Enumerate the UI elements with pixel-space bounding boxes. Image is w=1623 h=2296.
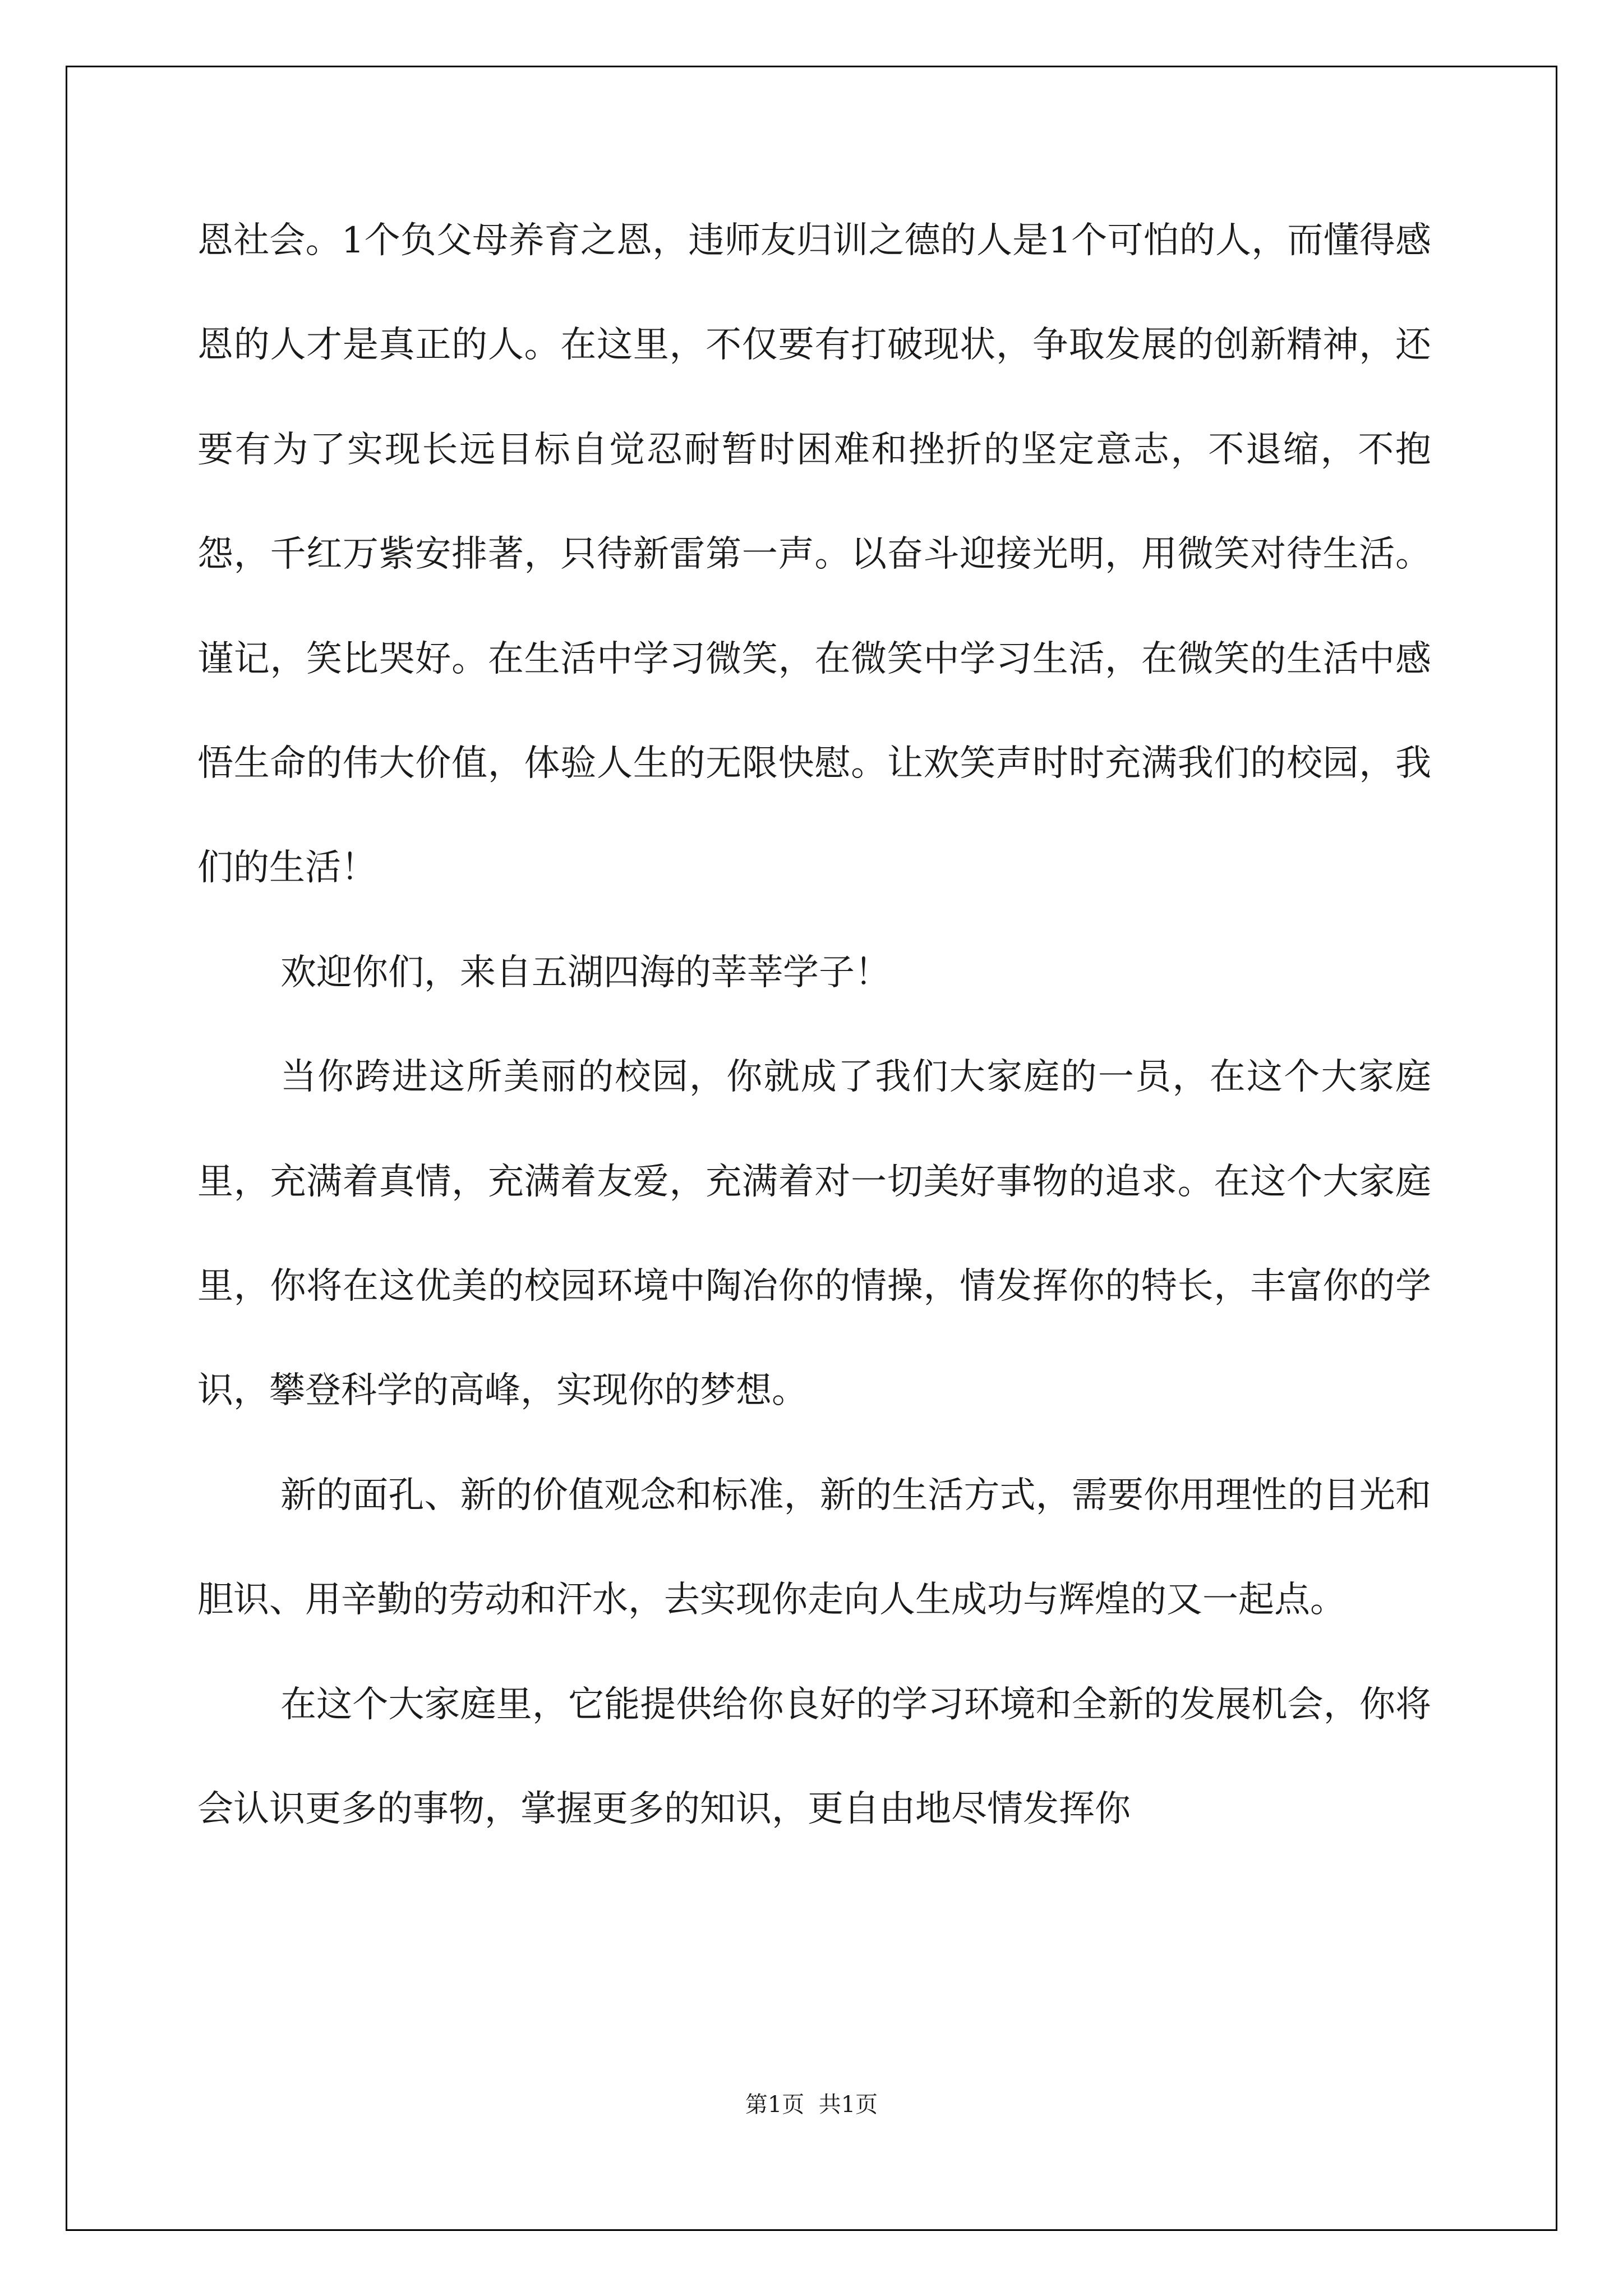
paragraph-4: 新的面孔、新的价值观念和标准，新的生活方式，需要你用理性的目光和胆识、用辛勤的劳动和汗水，去实现你走向人生成功与辉煌的又一起点。 [197, 1474, 1431, 1621]
page-number-footer: 第1页 共1页 [745, 2092, 878, 2118]
paragraph-3: 当你跨进这所美丽的校园，你就成了我们大家庭的一员，在这个大家庭里，充满着真情，充满着友爱，充满着对一切美好事物的追求。在这个大家庭里，你将在这优美的校园环境中陶冶你的情操，情发挥你的特长，丰富你的学识，攀登科学的高峰，实现你的梦想。 [197, 1056, 1431, 1412]
paragraph-1: 恩社会。1个负父母养育之恩，违师友归训之德的人是1个可怕的人，而懂得感恩的人才是真正的人。在这里，不仅要有打破现状，争取发展的创新精神，还要有为了实现长远目标自觉忍耐暂时困难和挫折的坚定意志，不退缩，不抱怨，千红万紫安排著，只待新雷第一声。以奋斗迎接光明，用微笑对待生活。谨记，笑比哭好。在生活中学习微笑，在微笑中学习生活，在微笑的生活中感悟生命的伟大价值，体验人生的无限快慰。让欢笑声时时充满我们的校园，我们的生活！ [197, 220, 1431, 889]
document-body [197, 188, 1431, 1862]
paragraph-5: 在这个大家庭里，它能提供给你良好的学习环境和全新的发展机会，你将会认识更多的事物，掌握更多的知识，更自由地尽情发挥你 [197, 1683, 1431, 1830]
paragraph-2: 欢迎你们，来自五湖四海的莘莘学子！ [280, 951, 891, 993]
